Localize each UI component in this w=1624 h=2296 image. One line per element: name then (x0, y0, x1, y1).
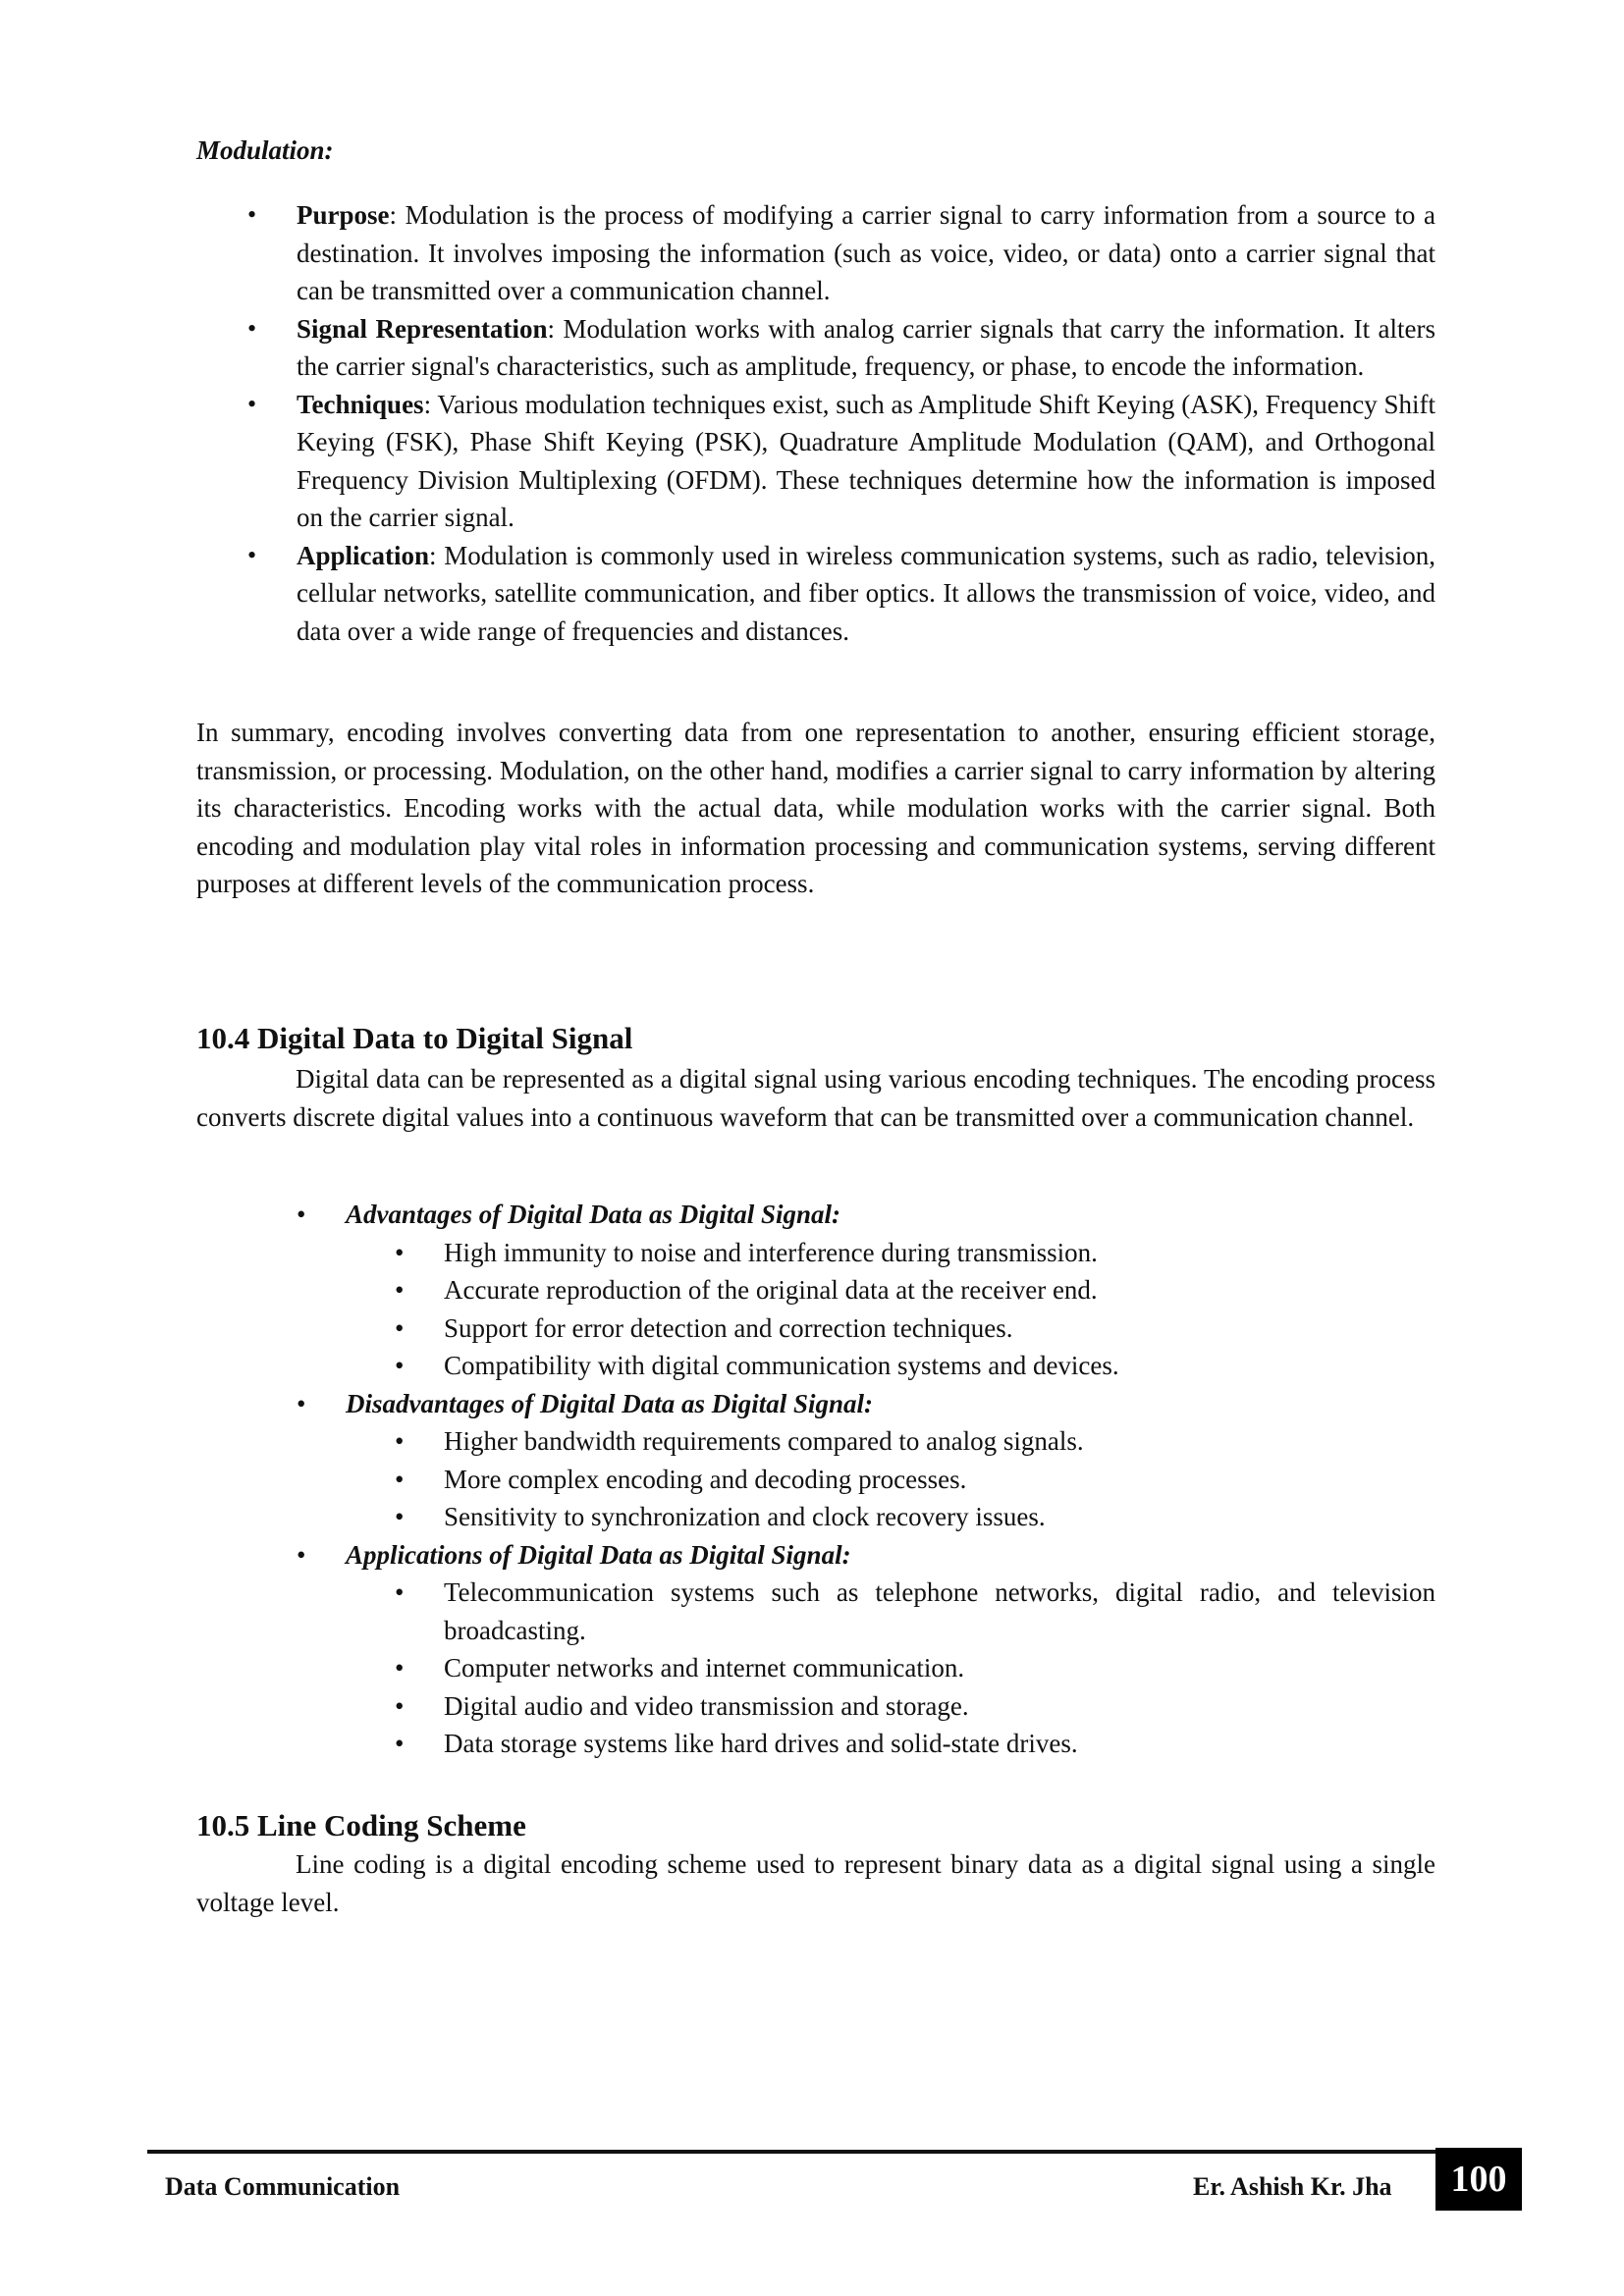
item-text: : Modulation is commonly used in wireless communication systems, such as radio, television, cellular networks, satellite communication, and fiber optics. It allows the transmission of voice, video, and data over a wide range of frequencies and distances. (297, 540, 1435, 646)
group-label: Advantages of Digital Data as Digital Signal: (346, 1200, 841, 1229)
list-item: • Data storage systems like hard drives and solid-state drives. (444, 1725, 1435, 1763)
page-number: 100 (1435, 2148, 1522, 2211)
list-item: • Accurate reproduction of the original data at the receiver end. (444, 1271, 1435, 1309)
item-label: Techniques (297, 389, 424, 419)
item-text: : Modulation works with analog carrier signals that carry the information. It alters the carrier signal's characteristics, such as amplitude, frequency, or phase, to encode the information. (297, 313, 1435, 381)
footer-author: Er. Ashish Kr. Jha (1193, 2172, 1392, 2201)
item-label: Application (297, 540, 430, 570)
list-item: • More complex encoding and decoding processes. (444, 1461, 1435, 1499)
list-item (297, 196, 1435, 310)
item-text: : Various modulation techniques exist, such as Amplitude Shift Keying (ASK), Frequency Shift Keying (FSK), Phase Shift Keying (PSK), Quadrature Amplitude Modulation (QAM), and Orthogonal Frequency Division Multiplexing (OFDM). These techniques determine how the information is imposed on the carrier signal. (297, 389, 1435, 532)
list-group-disadvantages (346, 1385, 1435, 1536)
list-item: • High immunity to noise and interference during transmission. (444, 1234, 1435, 1272)
list-item (297, 386, 1435, 537)
list-item (297, 537, 1435, 651)
list-item: • Compatibility with digital communication systems and devices. (444, 1347, 1435, 1385)
modulation-list (196, 196, 1435, 650)
item-label: Signal Representation (297, 313, 548, 344)
group-label: Applications of Digital Data as Digital Signal: (346, 1539, 851, 1570)
summary-paragraph: In summary, encoding involves converting data from one representation to another, ensuring efficient storage, transmission, or processing. Modulation, on the other hand, modifies a carrier signal to carry information by altering its characteristics. Encoding works with the actual data, while modulation works with the carrier signal. Both encoding and modulation play vital roles in information processing and communication systems, serving different purposes at different levels of the communication process. (196, 718, 1435, 898)
list-item: • Telecommunication systems such as telephone networks, digital radio, and television broadcasting. (444, 1574, 1435, 1649)
group-label: Disadvantages of Digital Data as Digital Signal: (346, 1388, 874, 1418)
section-10-4-title: 10.4 Digital Data to Digital Signal (196, 1021, 633, 1055)
list-item: • Support for error detection and correction techniques. (444, 1309, 1435, 1348)
list-item (297, 310, 1435, 386)
section-10-4-intro: Digital data can be represented as a digital signal using various encoding techniques. The encoding process converts discrete digital values into a continuous waveform that can be transmitted over a communication channel. (196, 1064, 1435, 1132)
footer-divider (147, 2150, 1522, 2154)
section-10-5-title: 10.5 Line Coding Scheme (196, 1808, 526, 1842)
item-text: : Modulation is the process of modifying a carrier signal to carry information from a source to a destination. It involves imposing the information (such as voice, video, or data) onto a carrier signal that can be transmitted over a communication channel. (297, 200, 1435, 305)
section-10-5-intro: Line coding is a digital encoding scheme used to represent binary data as a digital signal using a single voltage level. (196, 1849, 1435, 1917)
list-item: • Sensitivity to synchronization and clock recovery issues. (444, 1498, 1435, 1536)
digital-signal-list (196, 1196, 1435, 1763)
item-label: Purpose (297, 200, 390, 230)
list-group-applications (346, 1536, 1435, 1763)
modulation-heading: Modulation: (196, 135, 334, 165)
footer-book-title: Data Communication (165, 2172, 401, 2201)
list-item: • Higher bandwidth requirements compared to analog signals. (444, 1422, 1435, 1461)
list-item: • Computer networks and internet communication. (444, 1649, 1435, 1687)
list-item: • Digital audio and video transmission and storage. (444, 1687, 1435, 1726)
list-group-advantages (346, 1196, 1435, 1385)
